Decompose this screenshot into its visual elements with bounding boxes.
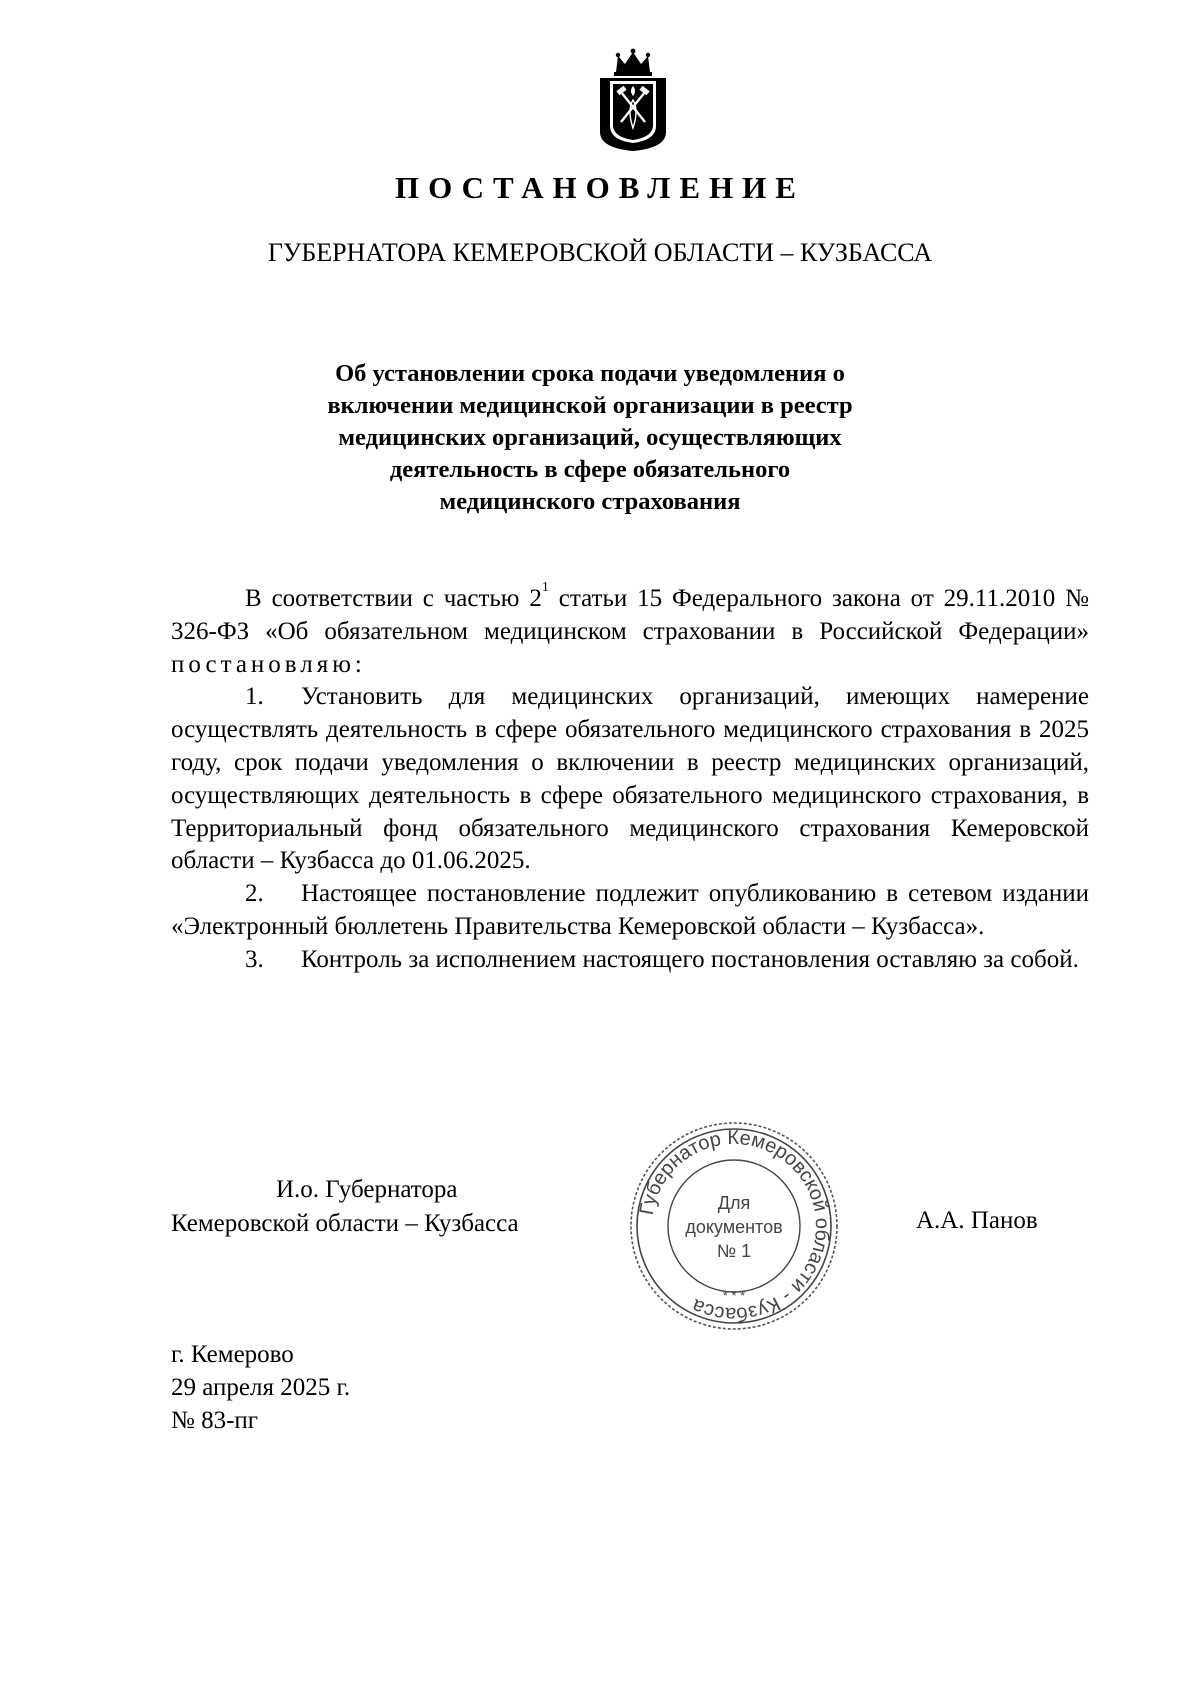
item-number: 1. [245, 683, 264, 711]
title-line: медицинского страхования [439, 488, 741, 515]
position-line: И.о. Губернатора [276, 1176, 458, 1203]
issuer-heading: ГУБЕРНАТОРА КЕМЕРОВСКОЙ ОБЛАСТИ – КУЗБАССА [267, 238, 933, 267]
seal-ring-text: Губернатор Кемеровской области - Кузбасса [635, 1126, 834, 1326]
item-number: 3. [245, 945, 264, 973]
list-item [171, 878, 1089, 944]
resolve-word: постановляю: [171, 650, 366, 678]
city: г. Кемерово [171, 1341, 294, 1368]
item-text: Установить для медицинских организаций, имеющих намерение осуществлять деятельность в сфере обязательного медицинского страхования в 2025 году, срок подачи уведомления о включении в реестр медицинских организаций, осуществляющих деятельность в сфере обязательного медицинского страхования, в Территориальный фонд обязательного медицинского страхования Кемеровской области – Кузбасса до 01.06.2025. [171, 683, 1089, 875]
document-place-date [171, 1338, 350, 1437]
date: 29 апреля 2025 г. [171, 1374, 351, 1401]
seal-center-line: Для [717, 1193, 751, 1213]
document-number: № 83-пг [171, 1407, 259, 1434]
kuzbass-coat-of-arms-icon [594, 48, 672, 152]
seal-center-line: документов [685, 1217, 783, 1237]
item-number: 2. [245, 880, 264, 908]
preamble-text-1: В соответствии с частью 2 [245, 585, 542, 612]
official-seal [628, 1120, 840, 1332]
list-item [171, 944, 1089, 977]
position-line: Кемеровской области – Кузбасса [171, 1210, 519, 1237]
document-type-heading: ПОСТАНОВЛЕНИЕ [395, 170, 805, 205]
preamble-text-2: статьи 15 Федерального закона от 29.11.2010 № 326-ФЗ «Об обязательном медицинском страховании в Российской Федерации» [171, 585, 1089, 645]
title-line: включении медицинской организации в реестр [327, 392, 853, 419]
title-line: Об установлении срока подачи уведомления о [335, 360, 845, 387]
signatory-name: А.А. Панов [916, 1207, 1038, 1234]
seal-stars: * * * [722, 1288, 746, 1303]
title-line: деятельность в сфере обязательного [389, 456, 791, 483]
document-title [250, 358, 930, 518]
superscript: 1 [541, 580, 549, 595]
title-line: медицинских организаций, осуществляющих [338, 424, 842, 451]
document-body [171, 580, 1089, 977]
list-item [171, 681, 1089, 878]
item-text: Контроль за исполнением настоящего постановления оставляю за собой. [301, 945, 1079, 973]
seal-center-line: № 1 [716, 1241, 752, 1261]
signatory-position [171, 1173, 519, 1241]
item-text: Настоящее постановление подлежит опубликованию в сетевом издании «Электронный бюллетень Правительства Кемеровской области – Кузбасса». [171, 880, 1089, 940]
preamble-paragraph [171, 580, 1089, 681]
